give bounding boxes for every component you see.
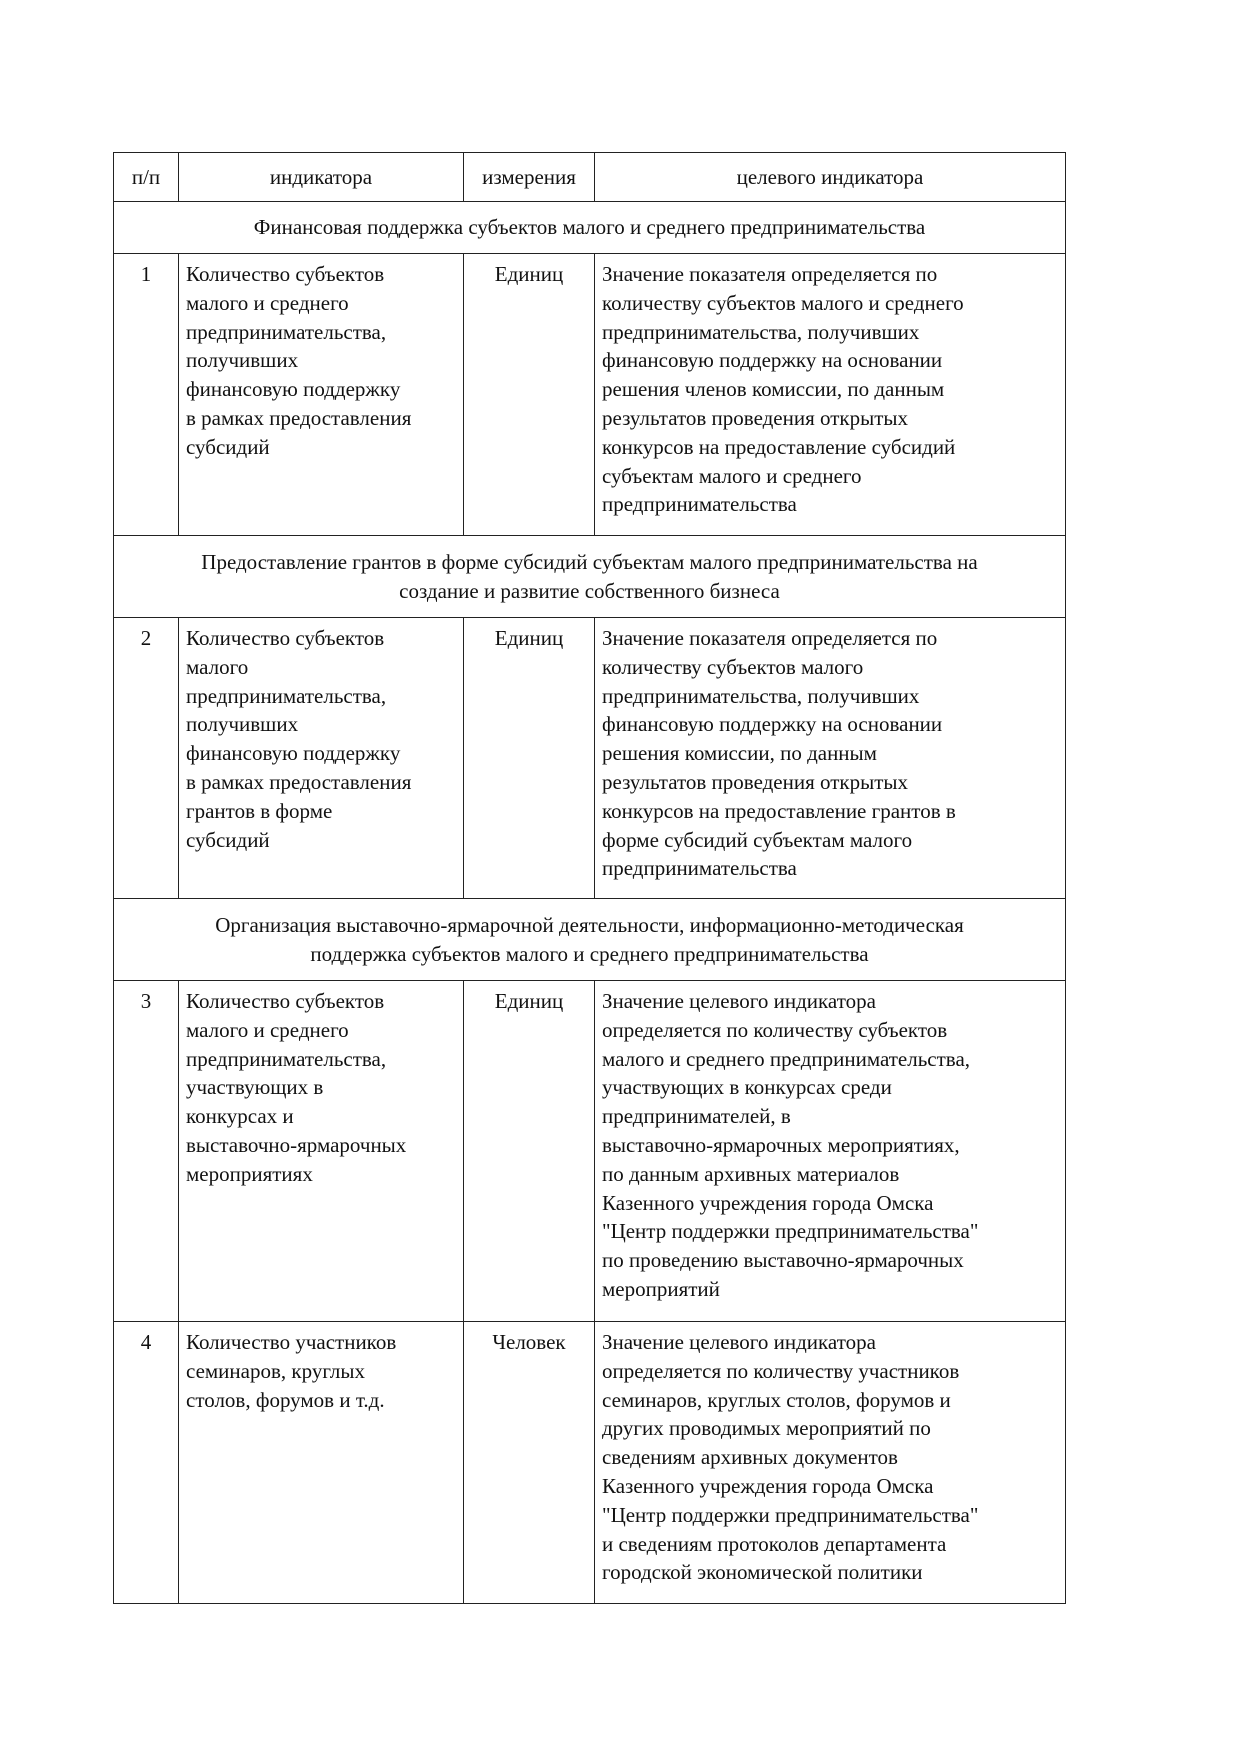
row-desc: Значение показателя определяется по количеству субъектов малого и среднего предпринимательства, получивших финансовую поддержку на основании решения членов комиссии, по данным результатов проведения открытых конкурсов на предоставление субсидий субъектам малого и среднего предпринимательства [595, 254, 1066, 536]
row-desc: Значение целевого индикатора определяется по количеству субъектов малого и среднего предпринимательства, участвующих в конкурсах среди предпринимателей, в выставочно-ярмарочных мероприятиях, по данным архивных материалов Казенного учреждения города Омска "Центр поддержки предпринимательства" по проведению выставочно-ярмарочных мероприятий [595, 981, 1066, 1322]
section-row [114, 202, 1066, 254]
row-name: Количество субъектов малого предпринимательства, получивших финансовую поддержку в рамках предоставления грантов в форме субсидий [179, 618, 464, 899]
section-title: Организация выставочно-ярмарочной деятельности, информационно-методическая поддержка субъектов малого и среднего предпринимательства [114, 899, 1066, 981]
row-unit: Человек [464, 1322, 595, 1604]
table-row [114, 618, 1066, 899]
row-name: Количество субъектов малого и среднего предпринимательства, участвующих в конкурсах и выставочно-ярмарочных мероприятиях [179, 981, 464, 1322]
row-num: 2 [114, 618, 179, 899]
section-title: Предоставление грантов в форме субсидий субъектам малого предпринимательства на создание и развитие собственного бизнеса [114, 536, 1066, 618]
section-row [114, 899, 1066, 981]
table-row [114, 981, 1066, 1322]
indicators-table [113, 152, 1066, 1604]
header-name: индикатора [179, 153, 464, 202]
section-row [114, 536, 1066, 618]
row-num: 3 [114, 981, 179, 1322]
header-num: п/п [114, 153, 179, 202]
row-num: 1 [114, 254, 179, 536]
table-header-row [114, 153, 1066, 202]
section-title: Финансовая поддержка субъектов малого и среднего предпринимательства [114, 202, 1066, 254]
header-desc: целевого индикатора [595, 153, 1066, 202]
row-desc: Значение целевого индикатора определяется по количеству участников семинаров, круглых столов, форумов и других проводимых мероприятий по сведениям архивных документов Казенного учреждения города Омска "Центр поддержки предпринимательства" и сведениям протоколов департамента городской экономической политики [595, 1322, 1066, 1604]
row-name: Количество субъектов малого и среднего предпринимательства, получивших финансовую поддержку в рамках предоставления субсидий [179, 254, 464, 536]
header-unit: измерения [464, 153, 595, 202]
table-row [114, 1322, 1066, 1604]
row-unit: Единиц [464, 618, 595, 899]
row-name: Количество участников семинаров, круглых столов, форумов и т.д. [179, 1322, 464, 1604]
row-num: 4 [114, 1322, 179, 1604]
table-row [114, 254, 1066, 536]
row-unit: Единиц [464, 254, 595, 536]
row-desc: Значение показателя определяется по количеству субъектов малого предпринимательства, получивших финансовую поддержку на основании решения комиссии, по данным результатов проведения открытых конкурсов на предоставление грантов в форме субсидий субъектам малого предпринимательства [595, 618, 1066, 899]
row-unit: Единиц [464, 981, 595, 1322]
